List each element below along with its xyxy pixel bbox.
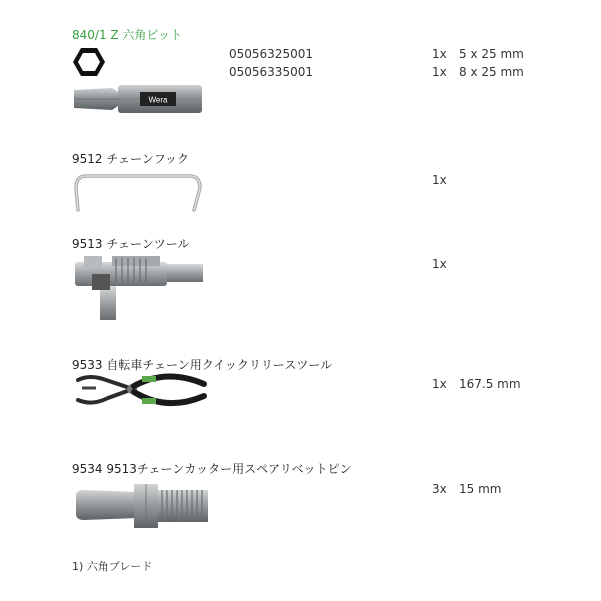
rivet-pin-size: 15 mm	[459, 482, 502, 496]
section-title-chain-hook: 9512 チェーンフック	[72, 152, 189, 166]
chain-tool-icon	[72, 252, 206, 322]
bit-size-1: 5 x 25 mm	[459, 47, 524, 61]
chain-hook-icon	[72, 170, 206, 214]
bit-size-2: 8 x 25 mm	[459, 65, 524, 79]
section-title-quick-release-pliers: 9533 自転車チェーン用クイックリリースツール	[72, 358, 333, 372]
section-title-hex-bit: 840/1 Z 六角ビット	[72, 28, 182, 42]
bit-qty-1: 1x	[432, 47, 447, 61]
pliers-qty: 1x	[432, 377, 447, 391]
bit-code-2: 05056335001	[229, 65, 313, 79]
hex-bit-icon	[72, 82, 204, 116]
bit-qty-2: 1x	[432, 65, 447, 79]
rivet-pin-qty: 3x	[432, 482, 447, 496]
section-title-rivet-pin: 9534 9513チェーンカッター用スペアリベットピン	[72, 462, 352, 476]
quick-release-pliers-icon	[72, 370, 208, 416]
hexagon-icon	[72, 46, 106, 78]
bit-code-1: 05056325001	[229, 47, 313, 61]
footnote: 1) 六角ブレード	[72, 560, 153, 573]
pliers-size: 167.5 mm	[459, 377, 521, 391]
chain-tool-qty: 1x	[432, 257, 447, 271]
section-title-chain-tool: 9513 チェーンツール	[72, 237, 190, 251]
chain-hook-qty: 1x	[432, 173, 447, 187]
rivet-pin-icon	[72, 478, 212, 534]
bit-brand-label: Wera	[148, 95, 168, 105]
